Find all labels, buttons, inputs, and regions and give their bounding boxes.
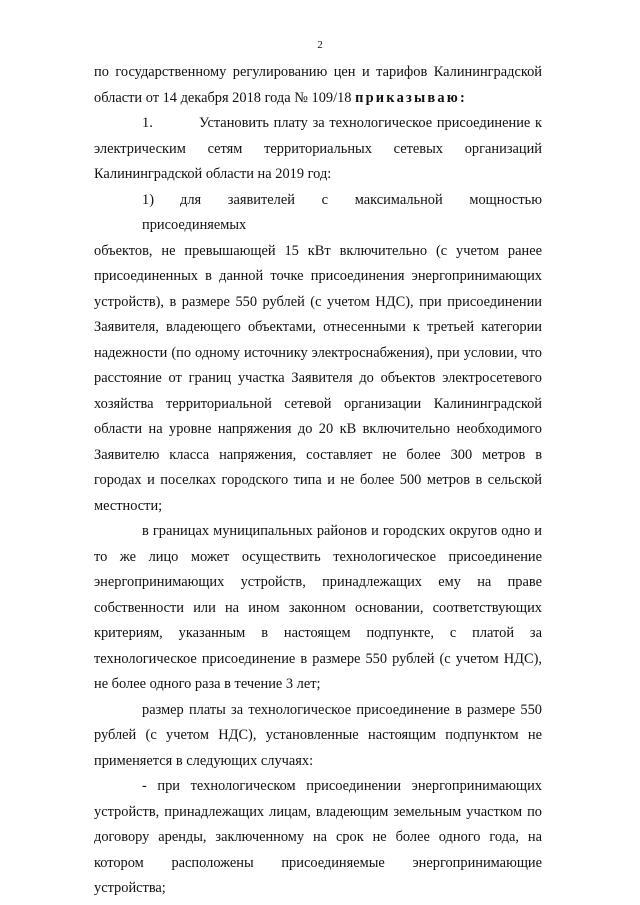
order-command: приказываю: xyxy=(355,89,467,106)
paragraph-fee-exceptions: размер платы за технологическое присоединение в размере 550 рублей (с учетом НДС), установленные настоящим подпунктом не применяется в следующих случаях: xyxy=(94,701,542,769)
subitem-1-rest: объектов, не превышающей 15 кВт включительно (с учетом ранее присоединенных в данной точке присоединения энергопринимающих устройств), в размере 550 рублей (с учетом НДС), при присоединении Заявителя, владеющего объектами, отнесенными к третьей категории надежности (по одному источнику электроснабжения), при условии, что расстояние от границ участка Заявителя до объектов электросетевого хозяйства территориальной сетевой организации Калининградской области на уровне напряжения до 20 кВ включительно необходимого Заявителю класса напряжения, составляет не более 300 метров в городах и поселках городского типа и не более 500 метров в сельской местности; xyxy=(94,242,542,514)
subitem-1-first-text: для заявителей с максимальной мощностью присоединяемых xyxy=(142,191,542,233)
intro-line-2 xyxy=(94,86,542,112)
item-1-line-2: электрическим сетям территориальных сетевых организаций xyxy=(94,140,542,157)
paragraph-lease-case: - при технологическом присоединении энергопринимающих устройств, принадлежащих лицам, владеющим земельным участком по договору аренды, заключенному на срок не более одного года, на котором расположены присоединяемые энергопринимающие устройства; xyxy=(94,778,542,896)
item-1-paragraph xyxy=(94,111,542,188)
intro-line-1: по государственному регулированию цен и тарифов Калининградской xyxy=(94,64,542,80)
item-1-line-1-text: Установить плату за технологическое присоединение к xyxy=(199,115,542,131)
page-number: 2 xyxy=(317,39,323,51)
document-body xyxy=(94,60,542,902)
intro-paragraph xyxy=(94,60,542,111)
item-1-line-3: Калининградской области на 2019 год: xyxy=(94,166,332,182)
item-1-number: 1. xyxy=(142,115,153,131)
subitem-1-line-1 xyxy=(94,188,542,239)
subitem-1-number: 1) xyxy=(142,191,154,208)
subitem-1-paragraph xyxy=(94,188,542,520)
paragraph-municipal: в границах муниципальных районов и городских округов одно и то же лицо может осуществить технологическое присоединение энергопринимающих устройств, принадлежащих ему на праве собственности или на ином законном основании, соответствующих критериям, указанным в настоящем подпункте, с платой за технологическое присоединение в размере 550 рублей (с учетом НДС), не более одного раза в течение 3 лет; xyxy=(94,523,542,692)
intro-line-2-text: области от 14 декабря 2018 года № 109/18 xyxy=(94,89,356,106)
item-1-line-1 xyxy=(94,111,542,137)
